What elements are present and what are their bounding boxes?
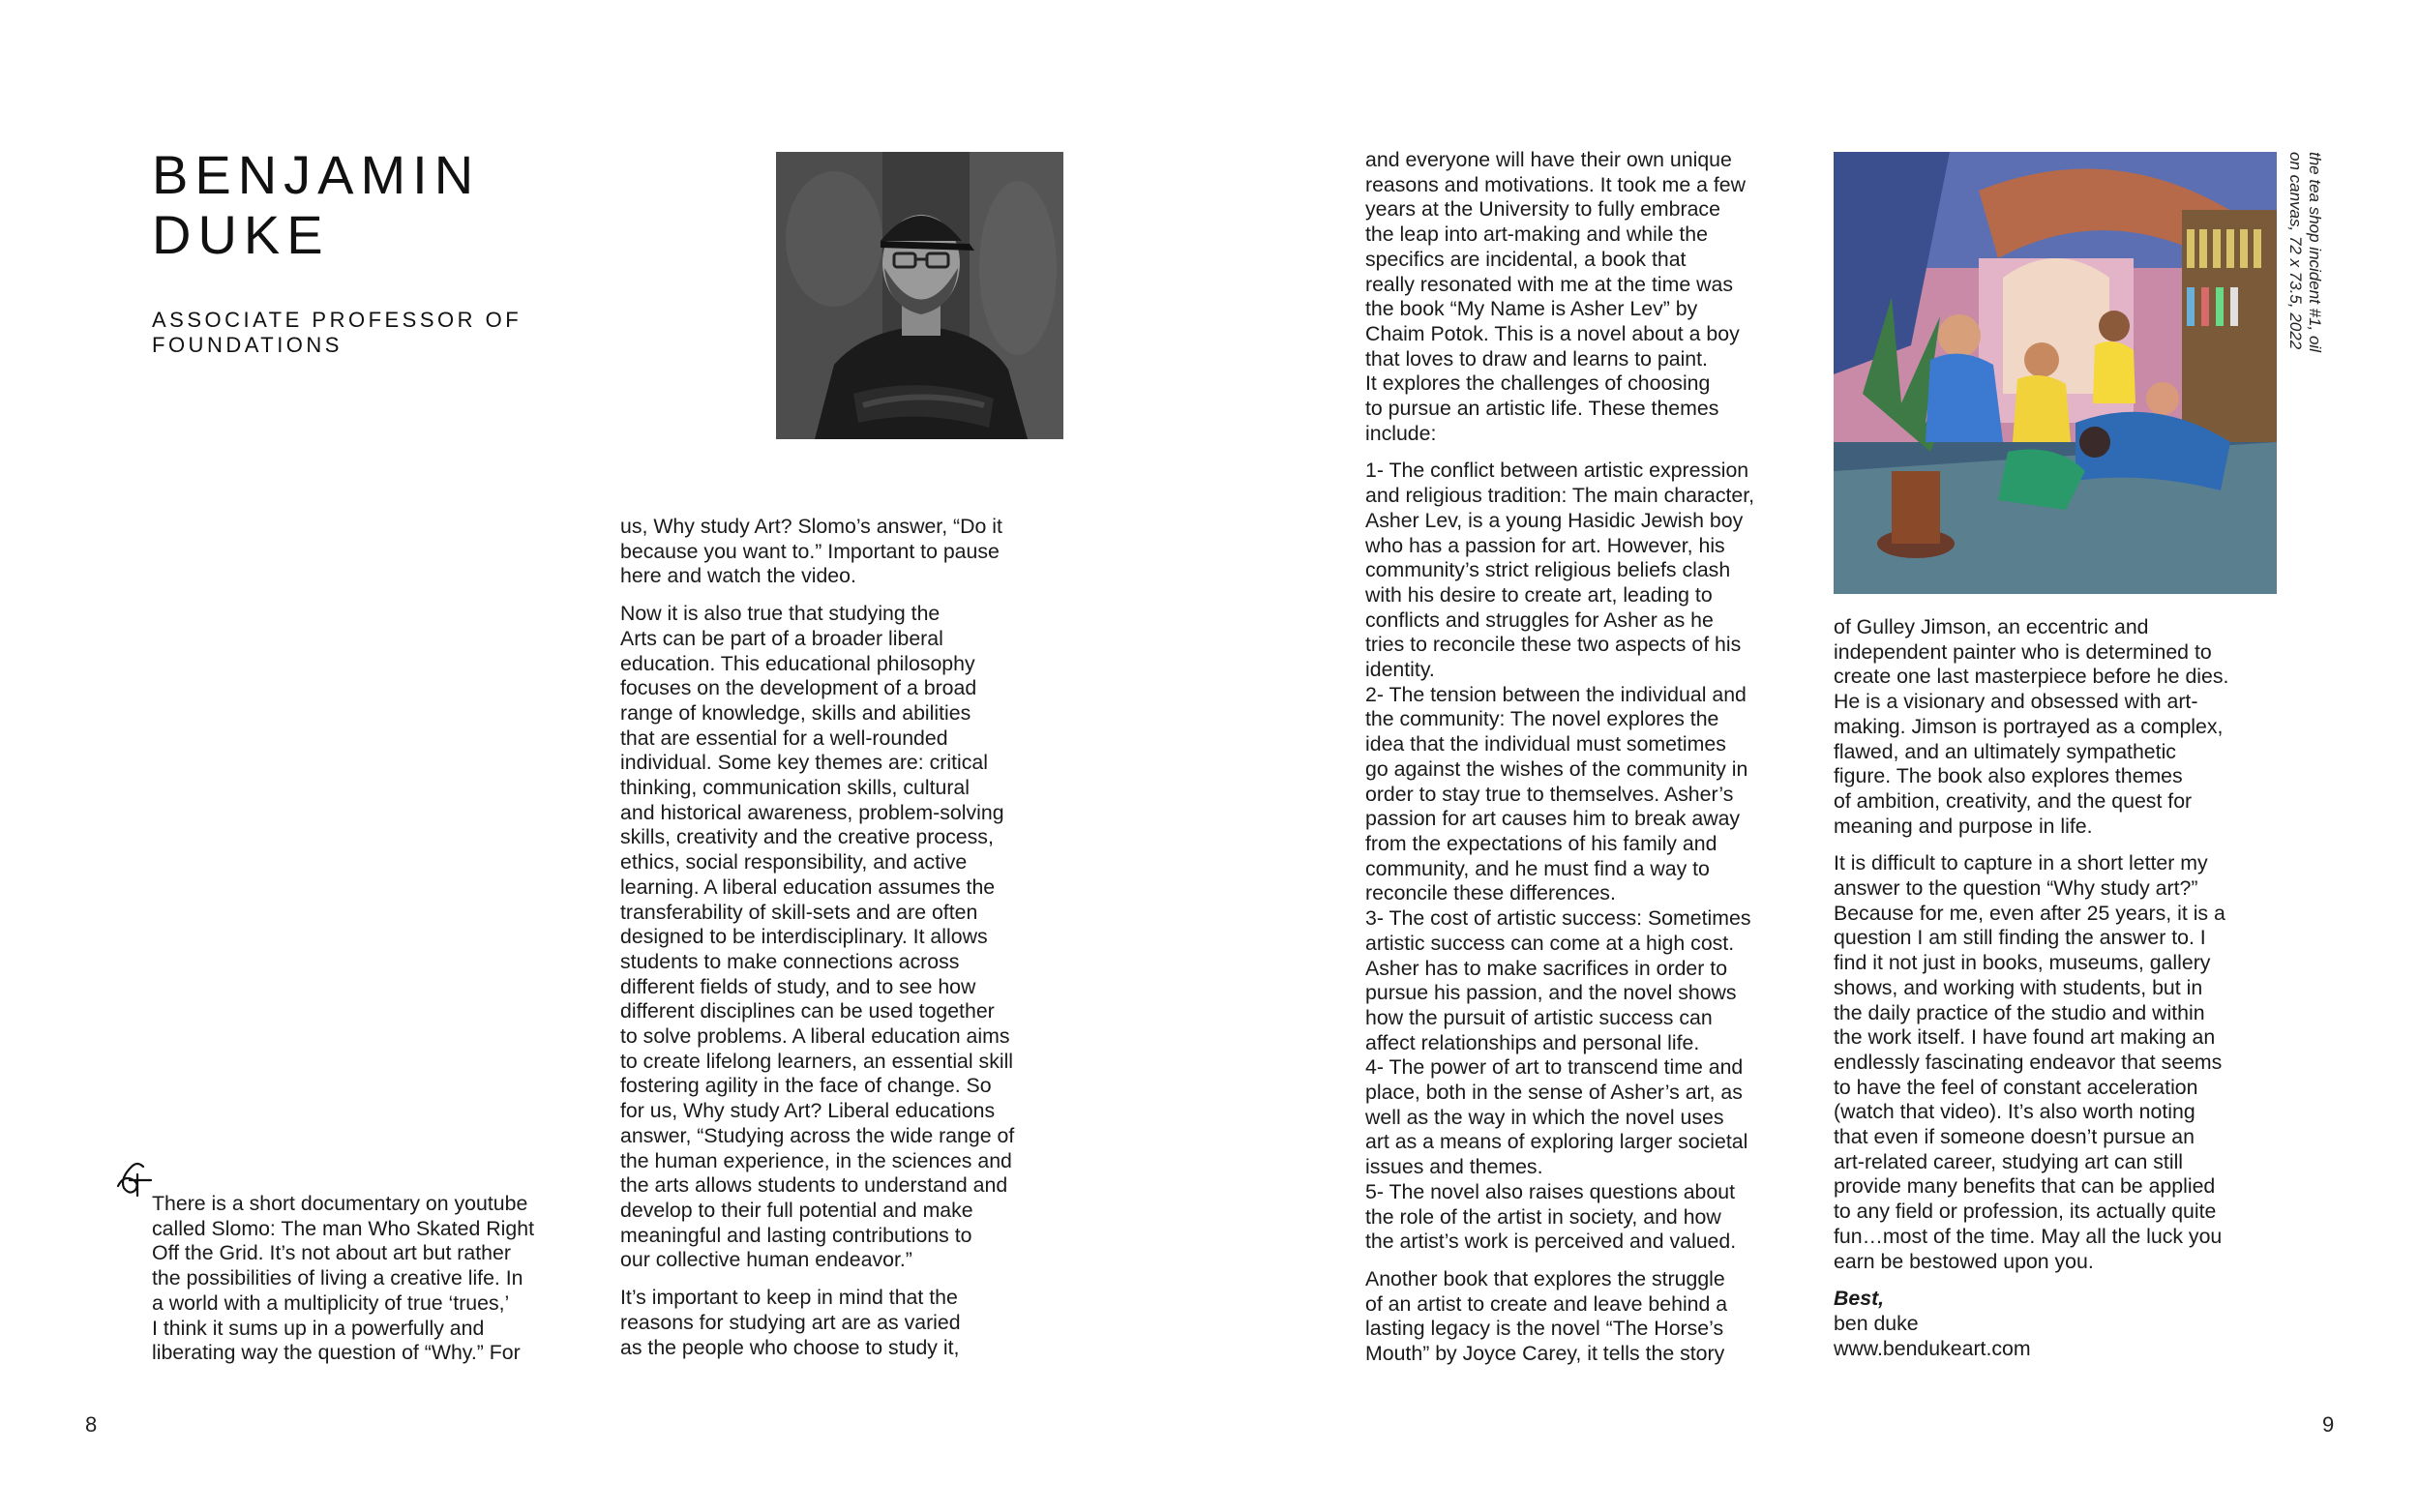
text-line: find it not just in books, museums, gallery bbox=[1834, 951, 2211, 975]
text-line: specifics are incidental, a book that bbox=[1365, 247, 1687, 271]
text-line: reconcile these differences. bbox=[1365, 881, 1616, 905]
text-line: the daily practice of the studio and within bbox=[1834, 1000, 2205, 1024]
text-line: affect relationships and personal life. bbox=[1365, 1030, 1700, 1054]
text-line: of an artist to create and leave behind a bbox=[1365, 1291, 1728, 1316]
column-2-paragraph-1 bbox=[620, 515, 1075, 589]
text-line: skills, creativity and the creative process, bbox=[620, 825, 994, 849]
flourish-ornament-icon bbox=[114, 1157, 155, 1198]
text-line: artistic success can come at a high cost. bbox=[1365, 931, 1735, 955]
column-4-paragraph-2 bbox=[1834, 851, 2288, 1274]
text-line: It explores the challenges of choosing bbox=[1365, 371, 1711, 396]
author-role-line1: ASSOCIATE PROFESSOR OF bbox=[152, 308, 523, 332]
text-line: that loves to draw and learns to paint. bbox=[1365, 346, 1708, 371]
column-3-themes-list bbox=[1365, 459, 1820, 1255]
text-line: different fields of study, and to see how bbox=[620, 974, 976, 998]
caption-line1: the tea shop incident #1, oil bbox=[2306, 152, 2324, 352]
text-line: focuses on the development of a broad bbox=[620, 676, 977, 700]
author-role-line2: FOUNDATIONS bbox=[152, 333, 343, 357]
text-line: 1- The conflict between artistic expression bbox=[1365, 459, 1749, 483]
text-line: 3- The cost of artistic success: Sometimes bbox=[1365, 906, 1751, 931]
text-line: individual. Some key themes are: critical bbox=[620, 751, 988, 775]
text-line: endlessly fascinating endeavor that seems bbox=[1834, 1050, 2223, 1074]
text-line: and everyone will have their own unique bbox=[1365, 148, 1732, 171]
text-line: Asher has to make sacrifices in order to bbox=[1365, 956, 1728, 980]
text-line: here and watch the video. bbox=[620, 564, 856, 588]
text-line: pursue his passion, and the novel shows bbox=[1365, 981, 1737, 1005]
text-line: the role of the artist in society, and how bbox=[1365, 1204, 1721, 1229]
text-line: the possibilities of living a creative life. In bbox=[152, 1266, 523, 1290]
caption-line2: on canvas, 72 x 73.5, 2022 bbox=[2286, 152, 2305, 350]
text-line: 2- The tension between the individual and bbox=[1365, 682, 1747, 706]
column-4-paragraph-1 bbox=[1834, 615, 2288, 839]
text-line: well as the way in which the novel uses bbox=[1365, 1105, 1724, 1129]
text-line: liberating way the question of “Why.” For bbox=[152, 1341, 521, 1365]
text-line: to have the feel of constant acceleration bbox=[1834, 1075, 2198, 1099]
closing bbox=[1834, 1287, 2288, 1361]
text-line: and historical awareness, problem-solving bbox=[620, 800, 1004, 824]
column-3-paragraph-1 bbox=[1365, 148, 1820, 446]
text-line: earn be bestowed upon you. bbox=[1834, 1249, 2094, 1273]
text-line: the work itself. I have found art making an bbox=[1834, 1025, 2216, 1050]
text-line: because you want to.” Important to pause bbox=[620, 539, 1000, 563]
text-line: to any field or profession, its actually quite bbox=[1834, 1200, 2217, 1224]
text-line: lasting legacy is the novel “The Horse’s bbox=[1365, 1317, 1724, 1341]
text-line: question I am still finding the answer to. I bbox=[1834, 926, 2206, 950]
text-line: develop to their full potential and make bbox=[620, 1198, 973, 1222]
painting-illustration bbox=[1834, 152, 2277, 594]
text-line: go against the wishes of the community in bbox=[1365, 756, 1748, 781]
text-line: include: bbox=[1365, 421, 1437, 445]
text-line: flawed, and an ultimately sympathetic bbox=[1834, 739, 2176, 763]
text-line: really resonated with me at the time was bbox=[1365, 272, 1733, 296]
text-line: Arts can be part of a broader liberal bbox=[620, 626, 943, 650]
text-line: independent painter who is determined to bbox=[1834, 639, 2212, 664]
text-line: our collective human endeavor.” bbox=[620, 1248, 912, 1272]
text-line: order to stay true to themselves. Asher’s bbox=[1365, 782, 1734, 806]
text-line: tries to reconcile these two aspects of his bbox=[1365, 633, 1742, 657]
website-link[interactable]: www.bendukeart.com bbox=[1834, 1336, 2031, 1360]
text-line: with his desire to create art, leading to bbox=[1365, 582, 1713, 607]
text-line: conflicts and struggles for Asher as he bbox=[1365, 608, 1714, 632]
column-2 bbox=[620, 515, 1075, 1373]
text-line: There is a short documentary on youtube bbox=[152, 1192, 528, 1215]
column-2-paragraph-3 bbox=[620, 1286, 1075, 1360]
text-line: the human experience, in the sciences and bbox=[620, 1148, 1012, 1172]
text-line: community’s strict religious beliefs clash bbox=[1365, 558, 1731, 582]
text-line: as the people who choose to study it, bbox=[620, 1335, 960, 1359]
text-line: Asher Lev, is a young Hasidic Jewish boy bbox=[1365, 508, 1744, 532]
text-line: It’s important to keep in mind that the bbox=[620, 1286, 958, 1310]
text-line: the book “My Name is Asher Lev” by bbox=[1365, 297, 1698, 321]
text-line: art-related career, studying art can still bbox=[1834, 1149, 2184, 1173]
text-line: It is difficult to capture in a short letter my bbox=[1834, 851, 2208, 875]
text-line: passion for art causes him to break away bbox=[1365, 807, 1741, 831]
text-line: identity. bbox=[1365, 658, 1435, 682]
text-line: meaningful and lasting contributions to bbox=[620, 1223, 972, 1247]
column-2-paragraph-2 bbox=[620, 602, 1075, 1273]
painting-caption bbox=[2285, 152, 2324, 365]
text-line: thinking, communication skills, cultural bbox=[620, 776, 971, 800]
text-line: Chaim Potok. This is a novel about a boy bbox=[1365, 321, 1740, 345]
text-line: meaning and purpose in life. bbox=[1834, 814, 2093, 838]
text-line: the community: The novel explores the bbox=[1365, 707, 1719, 731]
text-line: He is a visionary and obsessed with art- bbox=[1834, 690, 2198, 714]
text-line: I think it sums up in a powerfully and bbox=[152, 1316, 485, 1340]
author-name-line1: BENJAMIN bbox=[152, 144, 481, 205]
column-3-paragraph-3 bbox=[1365, 1267, 1820, 1367]
page-number-right: 9 bbox=[2322, 1412, 2335, 1437]
text-line: making. Jimson is portrayed as a complex, bbox=[1834, 714, 2224, 738]
text-line: fostering agility in the face of change. So bbox=[620, 1074, 992, 1098]
text-line: the artist’s work is perceived and valued. bbox=[1365, 1230, 1737, 1254]
text-line: idea that the individual must sometimes bbox=[1365, 732, 1726, 756]
text-line: learning. A liberal education assumes the bbox=[620, 875, 996, 899]
text-line: figure. The book also explores themes bbox=[1834, 764, 2183, 788]
text-line: the leap into art-making and while the bbox=[1365, 222, 1708, 247]
text-line: 4- The power of art to transcend time and bbox=[1365, 1055, 1744, 1080]
text-line: Off the Grid. It’s not about art but rather bbox=[152, 1241, 511, 1265]
column-1 bbox=[152, 1192, 587, 1379]
text-line: answer, “Studying across the wide range of bbox=[620, 1123, 1015, 1147]
text-line: different disciplines can be used together bbox=[620, 999, 995, 1023]
text-line: Because for me, even after 25 years, it is a bbox=[1834, 901, 2225, 925]
author-name bbox=[152, 145, 636, 265]
text-line: community, and he must find a way to bbox=[1365, 856, 1710, 880]
text-line: (watch that video). It’s also worth noting bbox=[1834, 1100, 2195, 1124]
text-line: range of knowledge, skills and abilities bbox=[620, 700, 971, 725]
sign-off: Best, bbox=[1834, 1287, 1885, 1311]
text-line: us, Why study Art? Slomo’s answer, “Do it bbox=[620, 515, 1002, 538]
text-line: to solve problems. A liberal education aims bbox=[620, 1024, 1010, 1049]
signature-name: ben duke bbox=[1834, 1311, 1919, 1335]
text-line: place, both in the sense of Asher’s art, as bbox=[1365, 1081, 1743, 1105]
text-line: of ambition, creativity, and the quest for bbox=[1834, 788, 2193, 813]
column-4 bbox=[1834, 615, 2288, 1361]
text-line: art as a means of exploring larger societal bbox=[1365, 1130, 1748, 1154]
text-line: issues and themes. bbox=[1365, 1155, 1543, 1179]
text-line: how the pursuit of artistic success can bbox=[1365, 1005, 1713, 1029]
text-line: for us, Why study Art? Liberal educations bbox=[620, 1099, 996, 1123]
text-line: that even if someone doesn’t pursue an bbox=[1834, 1125, 2195, 1149]
text-line: shows, and working with students, but in bbox=[1834, 975, 2203, 999]
text-line: Mouth” by Joyce Carey, it tells the story bbox=[1365, 1342, 1725, 1366]
text-line: students to make connections across bbox=[620, 949, 960, 973]
author-role bbox=[152, 308, 568, 358]
text-line: from the expectations of his family and bbox=[1365, 831, 1717, 855]
portrait-image bbox=[776, 152, 1063, 439]
text-line: Now it is also true that studying the bbox=[620, 602, 941, 626]
text-line: the arts allows students to understand and bbox=[620, 1173, 1008, 1198]
text-line: 5- The novel also raises questions about bbox=[1365, 1179, 1736, 1203]
text-line: create one last masterpiece before he dies. bbox=[1834, 665, 2229, 689]
text-line: education. This educational philosophy bbox=[620, 651, 975, 675]
text-line: years at the University to fully embrace bbox=[1365, 197, 1720, 222]
author-name-line2: DUKE bbox=[152, 204, 330, 265]
text-line: to pursue an artistic life. These themes bbox=[1365, 397, 1719, 421]
text-line: a world with a multiplicity of true ‘trues,’ bbox=[152, 1290, 510, 1315]
painting-image bbox=[1834, 152, 2277, 594]
text-line: called Slomo: The man Who Skated Right bbox=[152, 1216, 534, 1240]
text-line: ethics, social responsibility, and active bbox=[620, 850, 968, 875]
text-line: who has a passion for art. However, his bbox=[1365, 533, 1725, 557]
author-portrait-photo bbox=[776, 152, 1063, 439]
page-number-left: 8 bbox=[85, 1412, 98, 1437]
column-3 bbox=[1365, 148, 1820, 1379]
text-line: transferability of skill-sets and are often bbox=[620, 900, 978, 924]
text-line: fun…most of the time. May all the luck you bbox=[1834, 1224, 2223, 1248]
text-line: of Gulley Jimson, an eccentric and bbox=[1834, 615, 2149, 638]
text-line: that are essential for a well-rounded bbox=[620, 726, 948, 750]
text-line: reasons for studying art are as varied bbox=[620, 1310, 961, 1334]
text-line: to create lifelong learners, an essential skill bbox=[620, 1049, 1014, 1073]
text-line: Another book that explores the struggle bbox=[1365, 1266, 1725, 1290]
text-line: and religious tradition: The main character, bbox=[1365, 484, 1755, 508]
text-line: provide many benefits that can be applied bbox=[1834, 1174, 2216, 1199]
text-line: reasons and motivations. It took me a few bbox=[1365, 172, 1747, 196]
text-line: answer to the question “Why study art?” bbox=[1834, 876, 2198, 901]
text-line: designed to be interdisciplinary. It allows bbox=[620, 925, 988, 949]
column-1-paragraph bbox=[152, 1192, 587, 1366]
